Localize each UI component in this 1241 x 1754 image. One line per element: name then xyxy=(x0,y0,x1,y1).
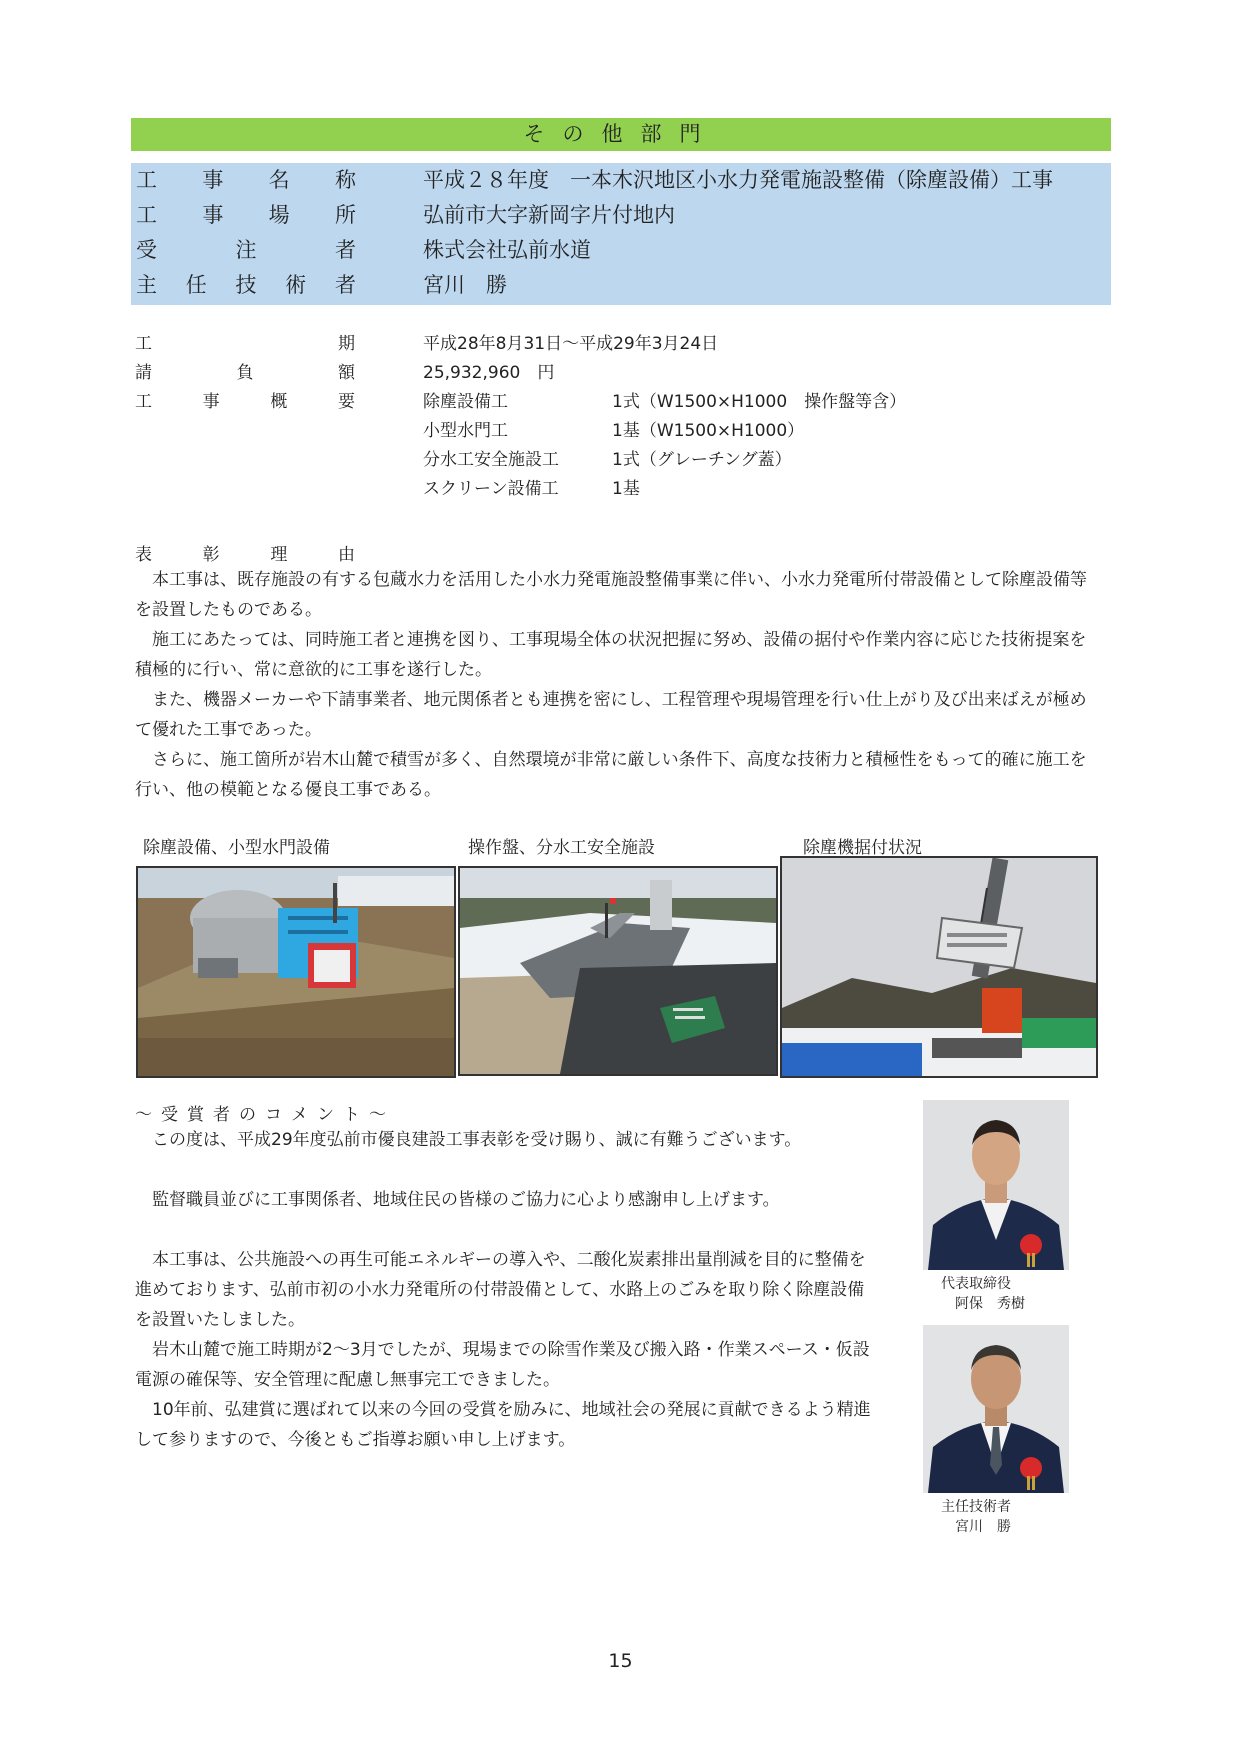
info-label: 工 事 場 所 xyxy=(136,203,356,227)
comment-paragraph: 監督職員並びに工事関係者、地域住民の皆様のご協力に心より感謝申し上げます。 xyxy=(152,1190,780,1210)
overview-item-qty: 1基（W1500×H1000） xyxy=(612,421,805,441)
photo-control-panel-grating xyxy=(458,866,778,1076)
info-label: 受 注 者 xyxy=(136,238,356,262)
comment-title: ～受賞者のコメント～ xyxy=(135,1105,395,1125)
award-reason-title: 表 彰 理 由 xyxy=(135,545,355,565)
project-location: 弘前市大字新岡字片付地内 xyxy=(423,203,675,227)
page-number: 15 xyxy=(608,1650,633,1672)
portrait-role: 主任技術者 xyxy=(941,1499,1011,1515)
photo-caption: 除塵設備、小型水門設備 xyxy=(143,838,330,858)
info-row-contractor xyxy=(131,233,1111,268)
overview-item-name: 分水工安全施設工 xyxy=(423,450,559,470)
comment-paragraph: 岩木山麓で施工時期が2～3月でしたが、現場までの除雪作業及び搬入路・作業スペース・仮設電源の確保等、安全管理に配慮し無事完工できました。 xyxy=(135,1340,870,1390)
award-paragraph: また、機器メーカーや下請事業者、地元関係者とも連携を密にし、工程管理や現場管理を行い仕上がり及び出来ばえが極めて優れた工事であった。 xyxy=(135,690,1087,740)
overview-label: 工 事 概 要 xyxy=(135,392,355,412)
info-label: 工 事 名 称 xyxy=(136,168,356,192)
comment-paragraph: 本工事は、公共施設への再生可能エネルギーの導入や、二酸化炭素排出量削減を目的に整備を進めております、弘前市初の小水力発電所の付帯設備として、水路上のごみを取り除く除塵設備を設置いたしました。 xyxy=(135,1250,866,1330)
comment-paragraph: 10年前、弘建賞に選ばれて以来の今回の受賞を励みに、地域社会の発展に貢献できるよう精進して参りますので、今後ともご指導お願い申し上げます。 xyxy=(135,1400,871,1450)
info-row-location xyxy=(131,198,1111,233)
photo-installation-crane xyxy=(780,856,1098,1078)
award-paragraph: さらに、施工箇所が岩木山麓で積雪が多く、自然環境が非常に厳しい条件下、高度な技術力と積極性をもって的確に施工を行い、他の模範となる優良工事である。 xyxy=(135,750,1087,800)
amount-label: 請 負 額 xyxy=(135,363,355,383)
project-name: 平成２８年度 一本木沢地区小水力発電施設整備（除塵設備）工事 xyxy=(423,168,1053,192)
award-paragraph: 本工事は、既存施設の有する包蔵水力を活用した小水力発電施設整備事業に伴い、小水力発電所付帯設備として除塵設備等を設置したものである。 xyxy=(135,570,1087,620)
photo-caption: 操作盤、分水工安全施設 xyxy=(468,838,655,858)
comment-paragraph: この度は、平成29年度弘前市優良建設工事表彰を受け賜り、誠に有難うございます。 xyxy=(152,1130,802,1150)
overview-item-qty: 1式（グレーチング蓋） xyxy=(612,450,792,470)
section-banner: その他部門 xyxy=(131,118,1111,151)
photo-dust-removal-equipment xyxy=(136,866,456,1078)
photo-caption: 除塵機据付状況 xyxy=(803,838,922,858)
info-row-name xyxy=(131,163,1111,198)
project-contractor: 株式会社弘前水道 xyxy=(423,238,591,262)
project-info-box xyxy=(131,163,1111,305)
info-row-engineer xyxy=(131,268,1111,303)
portrait-role: 代表取締役 xyxy=(941,1276,1011,1292)
portrait-president xyxy=(923,1100,1069,1270)
amount-value: 25,932,960 円 xyxy=(423,363,555,383)
award-paragraph: 施工にあたっては、同時施工者と連携を図り、工事現場全体の状況把握に努め、設備の据付や作業内容に応じた技術提案を積極的に行い、常に意欲的に工事を遂行した。 xyxy=(135,630,1087,680)
overview-item-name: 除塵設備工 xyxy=(423,392,508,412)
project-engineer: 宮川 勝 xyxy=(423,273,507,297)
portrait-name: 阿保 秀樹 xyxy=(955,1296,1025,1312)
overview-item-qty: 1基 xyxy=(612,479,640,499)
overview-item-name: スクリーン設備工 xyxy=(423,479,559,499)
portrait-name: 宮川 勝 xyxy=(955,1519,1011,1535)
overview-item-name: 小型水門工 xyxy=(423,421,508,441)
period-label: 工 期 xyxy=(135,334,355,354)
overview-item-qty: 1式（W1500×H1000 操作盤等含） xyxy=(612,392,907,412)
period-value: 平成28年8月31日～平成29年3月24日 xyxy=(423,334,719,354)
info-label: 主 任 技 術 者 xyxy=(136,273,356,297)
portrait-chief-engineer xyxy=(923,1325,1069,1493)
